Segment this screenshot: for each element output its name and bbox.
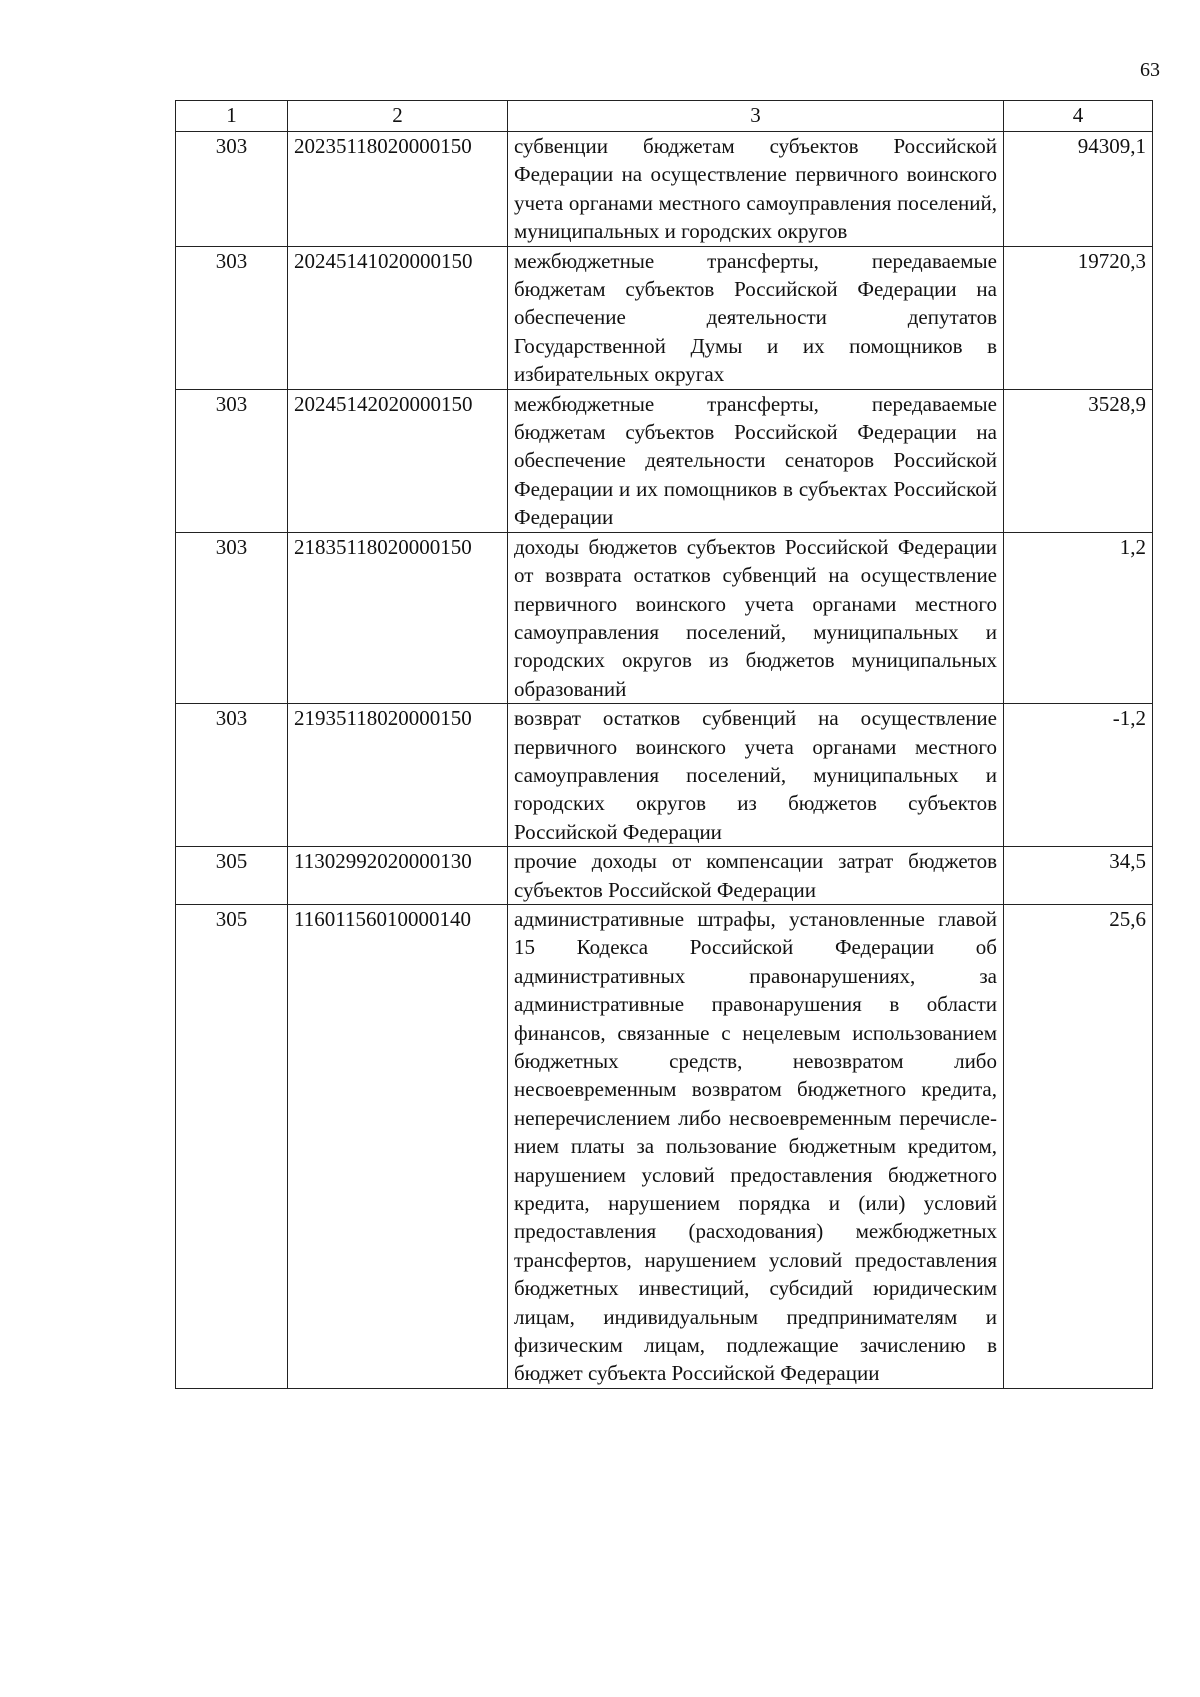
budget-code-cell: 21935118020000150 [288,704,508,847]
income-name-cell: прочие доходы от компенсации затрат бюджетов субъектов Российской Федерации [508,847,1004,905]
table-row [176,532,1153,703]
budget-code-cell: 11302992020000130 [288,847,508,905]
header-col-4: 4 [1004,101,1153,132]
table-row [176,704,1153,847]
header-col-1: 1 [176,101,288,132]
income-name-cell: межбюджетные трансферты, передаваемые бюджетам субъектов Российской Федерации на обеспечение деятельности сенаторов Российской Федерации и их помощников в субъектах Российской Федерации [508,389,1004,532]
budget-table [175,100,1153,1389]
page-number: 63 [1140,59,1160,81]
budget-code-cell: 20245141020000150 [288,246,508,389]
admin-code-cell: 303 [176,389,288,532]
income-name-cell: административные штрафы, установленные главой 15 Кодекса Российской Федерации об административных правонарушениях, за административные правонарушения в области финансов, связанные с нецелевым использованием бюджетных средств, невозвратом либо несвоевременным возвратом бюджетного кредита, неперечислением либо несвоевременным перечислением платы за пользование бюджетным кредитом, нарушением условий предоставления бюджетного кредита, нарушением порядка и (или) условий предоставления (расходования) межбюджетных трансфертов, нарушением условий предоставления бюджетных инвестиций, субсидий юридическим лицам, индивидуальным предпринимателям и физическим лицам, подлежащие зачислению в бюджет субъекта Российской Федерации [508,904,1004,1388]
admin-code-cell: 303 [176,532,288,703]
admin-code-cell: 303 [176,132,288,247]
income-name-cell: субвенции бюджетам субъектов Российской Федерации на осуществление первичного воинского учета органами местного самоуправления поселений, муниципальных и городских округов [508,132,1004,247]
table-row [176,246,1153,389]
header-row [176,101,1153,132]
amount-cell: 34,5 [1004,847,1153,905]
amount-cell: 19720,3 [1004,246,1153,389]
budget-code-cell: 21835118020000150 [288,532,508,703]
table-row [176,847,1153,905]
admin-code-cell: 303 [176,704,288,847]
header-col-3: 3 [508,101,1004,132]
table-row [176,132,1153,247]
amount-cell: 94309,1 [1004,132,1153,247]
table-body [176,132,1153,1389]
budget-code-cell: 20245142020000150 [288,389,508,532]
amount-cell: 25,6 [1004,904,1153,1388]
admin-code-cell: 305 [176,904,288,1388]
budget-code-cell: 20235118020000150 [288,132,508,247]
amount-cell: 1,2 [1004,532,1153,703]
amount-cell: -1,2 [1004,704,1153,847]
income-name-cell: возврат остатков субвенций на осуществление первичного воинского учета органами местного самоуправления поселений, муниципальных и городских округов из бюджетов субъектов Российской Федерации [508,704,1004,847]
admin-code-cell: 305 [176,847,288,905]
header-col-2: 2 [288,101,508,132]
amount-cell: 3528,9 [1004,389,1153,532]
table-row [176,904,1153,1388]
income-name-cell: межбюджетные трансферты, передаваемые бюджетам субъектов Российской Федерации на обеспечение деятельности депутатов Государственной Думы и их помощников в избирательных округах [508,246,1004,389]
admin-code-cell: 303 [176,246,288,389]
budget-code-cell: 11601156010000140 [288,904,508,1388]
income-name-cell: доходы бюджетов субъектов Российской Федерации от возврата остатков субвенций на осуществление первичного воинского учета органами местного самоуправления поселений, муниципальных и городских округов из бюджетов муниципальных образований [508,532,1004,703]
table-row [176,389,1153,532]
table-header [176,101,1153,132]
